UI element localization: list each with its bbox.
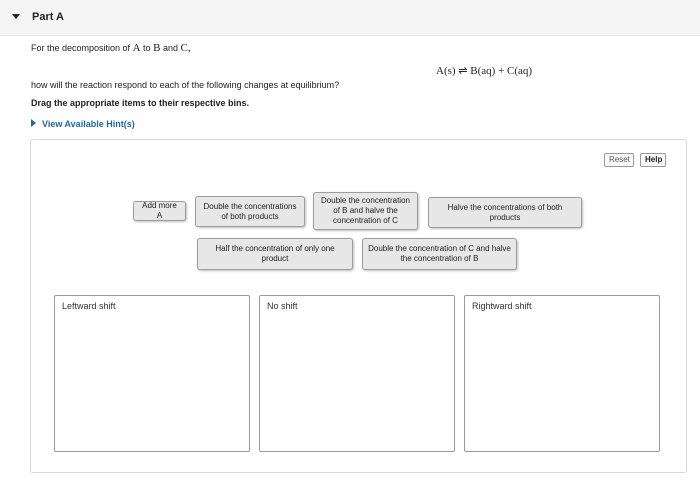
drag-item-double-both-products[interactable]: Double the concentrations of both products xyxy=(195,196,305,227)
bin-leftward-shift[interactable] xyxy=(54,295,250,452)
part-header[interactable] xyxy=(0,0,700,36)
drag-item-add-more-a[interactable]: Add more A xyxy=(133,201,186,221)
drag-item-halve-both-products[interactable]: Halve the concentrations of both products xyxy=(428,197,582,228)
expand-triangle-icon xyxy=(31,119,36,127)
species-b: B xyxy=(153,42,161,54)
bin-label: Leftward shift xyxy=(62,301,116,311)
word-and: and xyxy=(162,43,178,53)
species-c: C xyxy=(180,42,188,54)
reaction-equation: A(s) ⇌ B(aq) + C(aq) xyxy=(436,65,533,77)
trailing-comma: , xyxy=(187,42,191,54)
reset-button[interactable]: Reset xyxy=(604,153,634,167)
bin-label: No shift xyxy=(267,301,298,311)
drag-item-double-b-halve-c[interactable]: Double the concentration of B and halve the concentration of C xyxy=(313,192,418,230)
help-button[interactable]: Help xyxy=(640,153,666,167)
drag-item-half-one-product[interactable]: Half the concentration of only one product xyxy=(197,238,353,270)
question-prompt: how will the reaction respond to each of the following changes at equilibrium? xyxy=(31,80,340,90)
drag-item-double-c-halve-b[interactable]: Double the concentration of C and halve the concentration of B xyxy=(362,238,517,270)
part-title: Part A xyxy=(32,11,64,23)
bin-label: Rightward shift xyxy=(472,301,532,311)
question-text xyxy=(31,42,191,54)
hint-label: View Available Hint(s) xyxy=(42,119,135,129)
bin-rightward-shift[interactable] xyxy=(464,295,660,452)
collapse-caret-icon[interactable] xyxy=(12,14,20,19)
question-intro: For the decomposition of xyxy=(31,43,131,53)
view-hints-link[interactable] xyxy=(31,119,135,129)
bin-no-shift[interactable] xyxy=(259,295,455,452)
word-to: to xyxy=(143,43,151,53)
instruction-text: Drag the appropriate items to their respective bins. xyxy=(31,98,250,108)
species-a: A xyxy=(132,42,141,54)
